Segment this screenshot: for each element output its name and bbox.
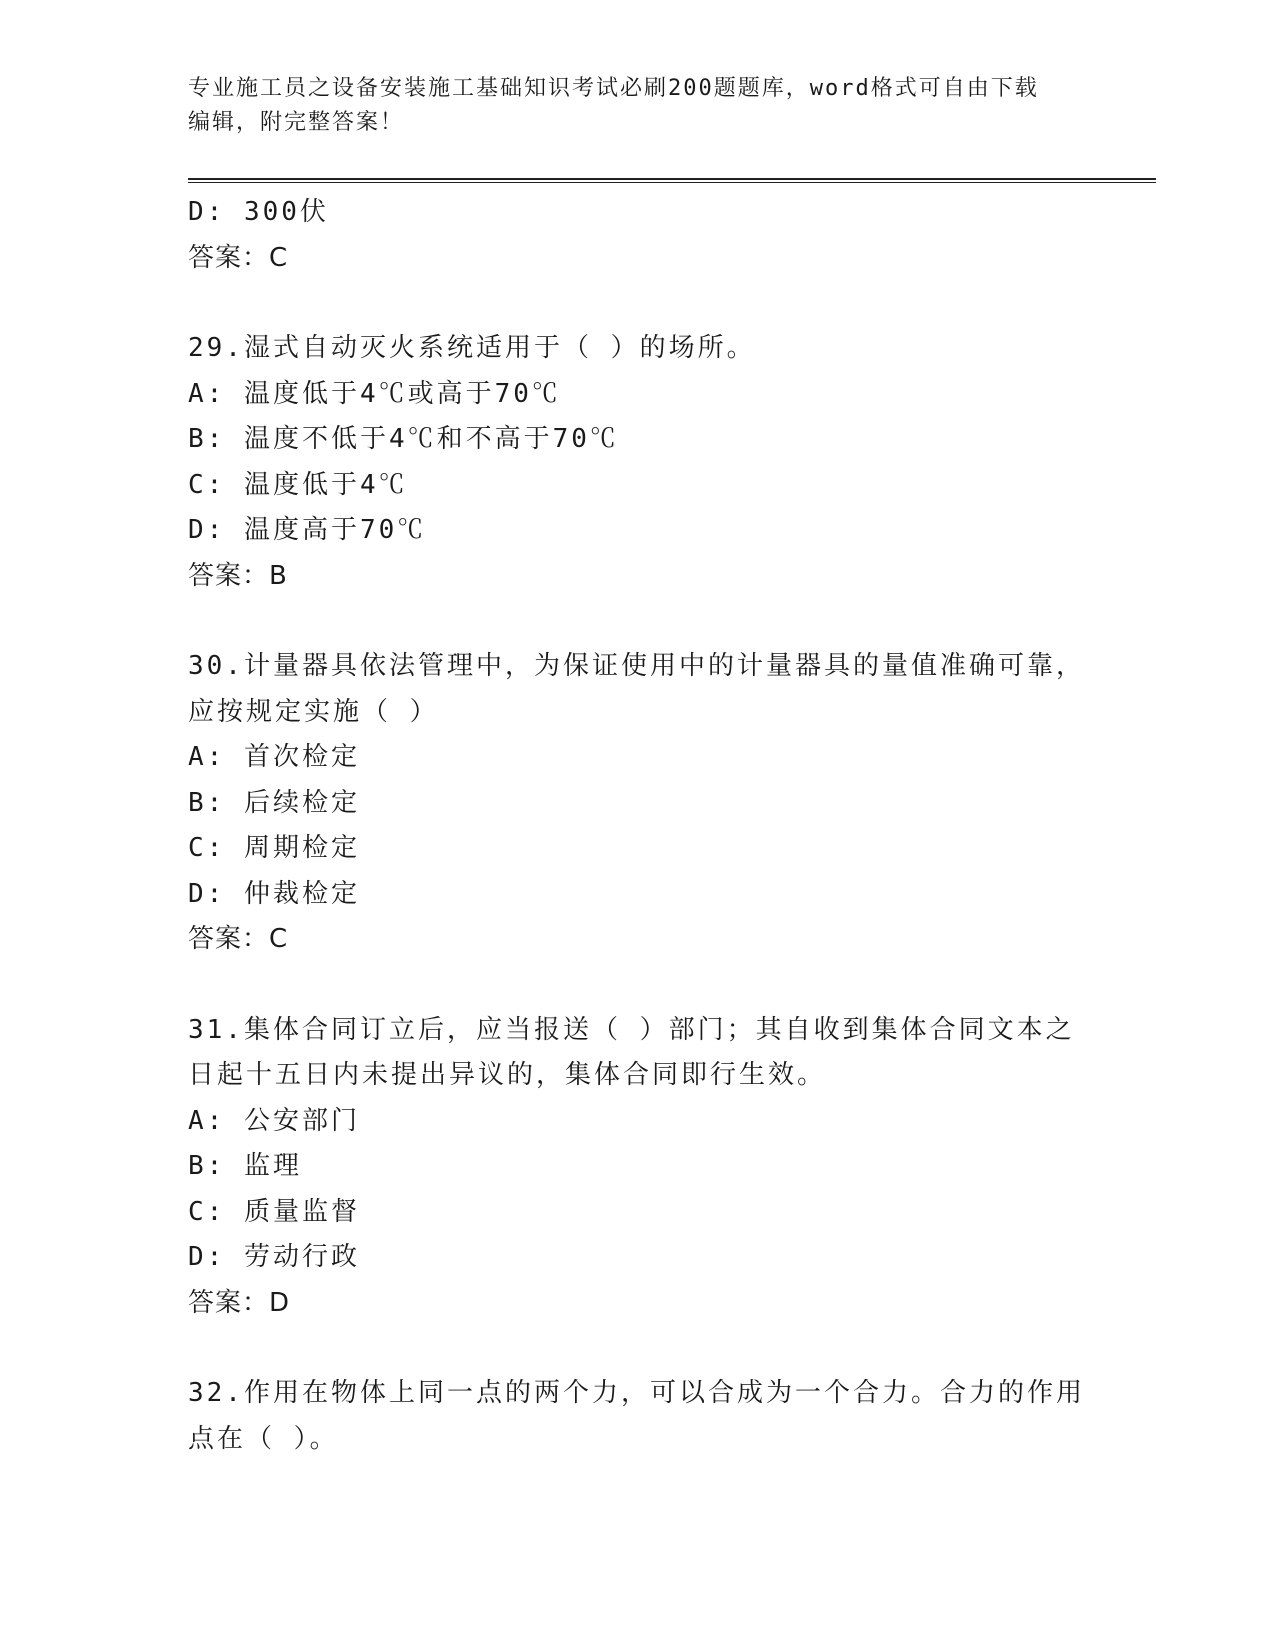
- question-spacer: [188, 599, 1088, 644]
- option-c: C: 周期检定: [188, 833, 360, 863]
- question-spacer: [188, 1326, 1088, 1371]
- question-stem-continued: 日起十五日内未提出异议的，集体合同即行生效。: [188, 1060, 827, 1090]
- answer-label: 答案：B: [188, 560, 288, 591]
- question-stem-continued: 应按规定实施（ ）: [188, 696, 439, 727]
- option-c: C: 温度低于4℃: [188, 469, 408, 500]
- option-b: B: 后续检定: [188, 787, 360, 818]
- question-block-29: [188, 326, 1088, 599]
- answer-label: 答案：C: [188, 242, 289, 273]
- answer-label: 答案：D: [188, 1287, 291, 1318]
- option-c: C: 质量监督: [188, 1196, 360, 1227]
- question-stem: 29.湿式自动灭火系统适用于（ ）的场所。: [188, 333, 756, 363]
- option-b: B: 监理: [188, 1151, 302, 1181]
- option-a: A: 公安部门: [188, 1105, 360, 1136]
- option-d: D: 温度高于70℃: [188, 515, 427, 545]
- question-stem: 32.作用在物体上同一点的两个力，可以合成为一个合力。合力的作用: [188, 1378, 1085, 1408]
- header-title-line1: 专业施工员之设备安装施工基础知识考试必刷200题题库，word格式可自由下载: [188, 76, 1039, 101]
- header-divider: [188, 178, 1156, 183]
- option-d: D: 300伏: [188, 197, 329, 227]
- page-header: [188, 72, 1068, 140]
- header-title-line2: 编辑，附完整答案！: [188, 110, 405, 135]
- question-spacer: [188, 963, 1088, 1008]
- question-block-32: [188, 1371, 1088, 1462]
- question-block-30: [188, 644, 1088, 963]
- option-d: D: 劳动行政: [188, 1242, 360, 1272]
- question-block-31: [188, 1008, 1088, 1327]
- question-spacer: [188, 281, 1088, 326]
- question-stem: 31.集体合同订立后，应当报送（ ）部门；其自收到集体合同文本之: [188, 1014, 1075, 1045]
- question-block-28: [188, 190, 1088, 281]
- question-stem: 30.计量器具依法管理中，为保证使用中的计量器具的量值准确可靠，: [188, 651, 1085, 681]
- option-b: B: 温度不低于4℃和不高于70℃: [188, 424, 619, 454]
- question-list: [188, 190, 1088, 1462]
- option-a: A: 温度低于4℃或高于70℃: [188, 378, 561, 409]
- question-stem-continued: 点在（ ）。: [188, 1423, 339, 1454]
- option-d: D: 仲裁检定: [188, 878, 360, 909]
- answer-label: 答案：C: [188, 924, 289, 954]
- option-a: A: 首次检定: [188, 742, 360, 772]
